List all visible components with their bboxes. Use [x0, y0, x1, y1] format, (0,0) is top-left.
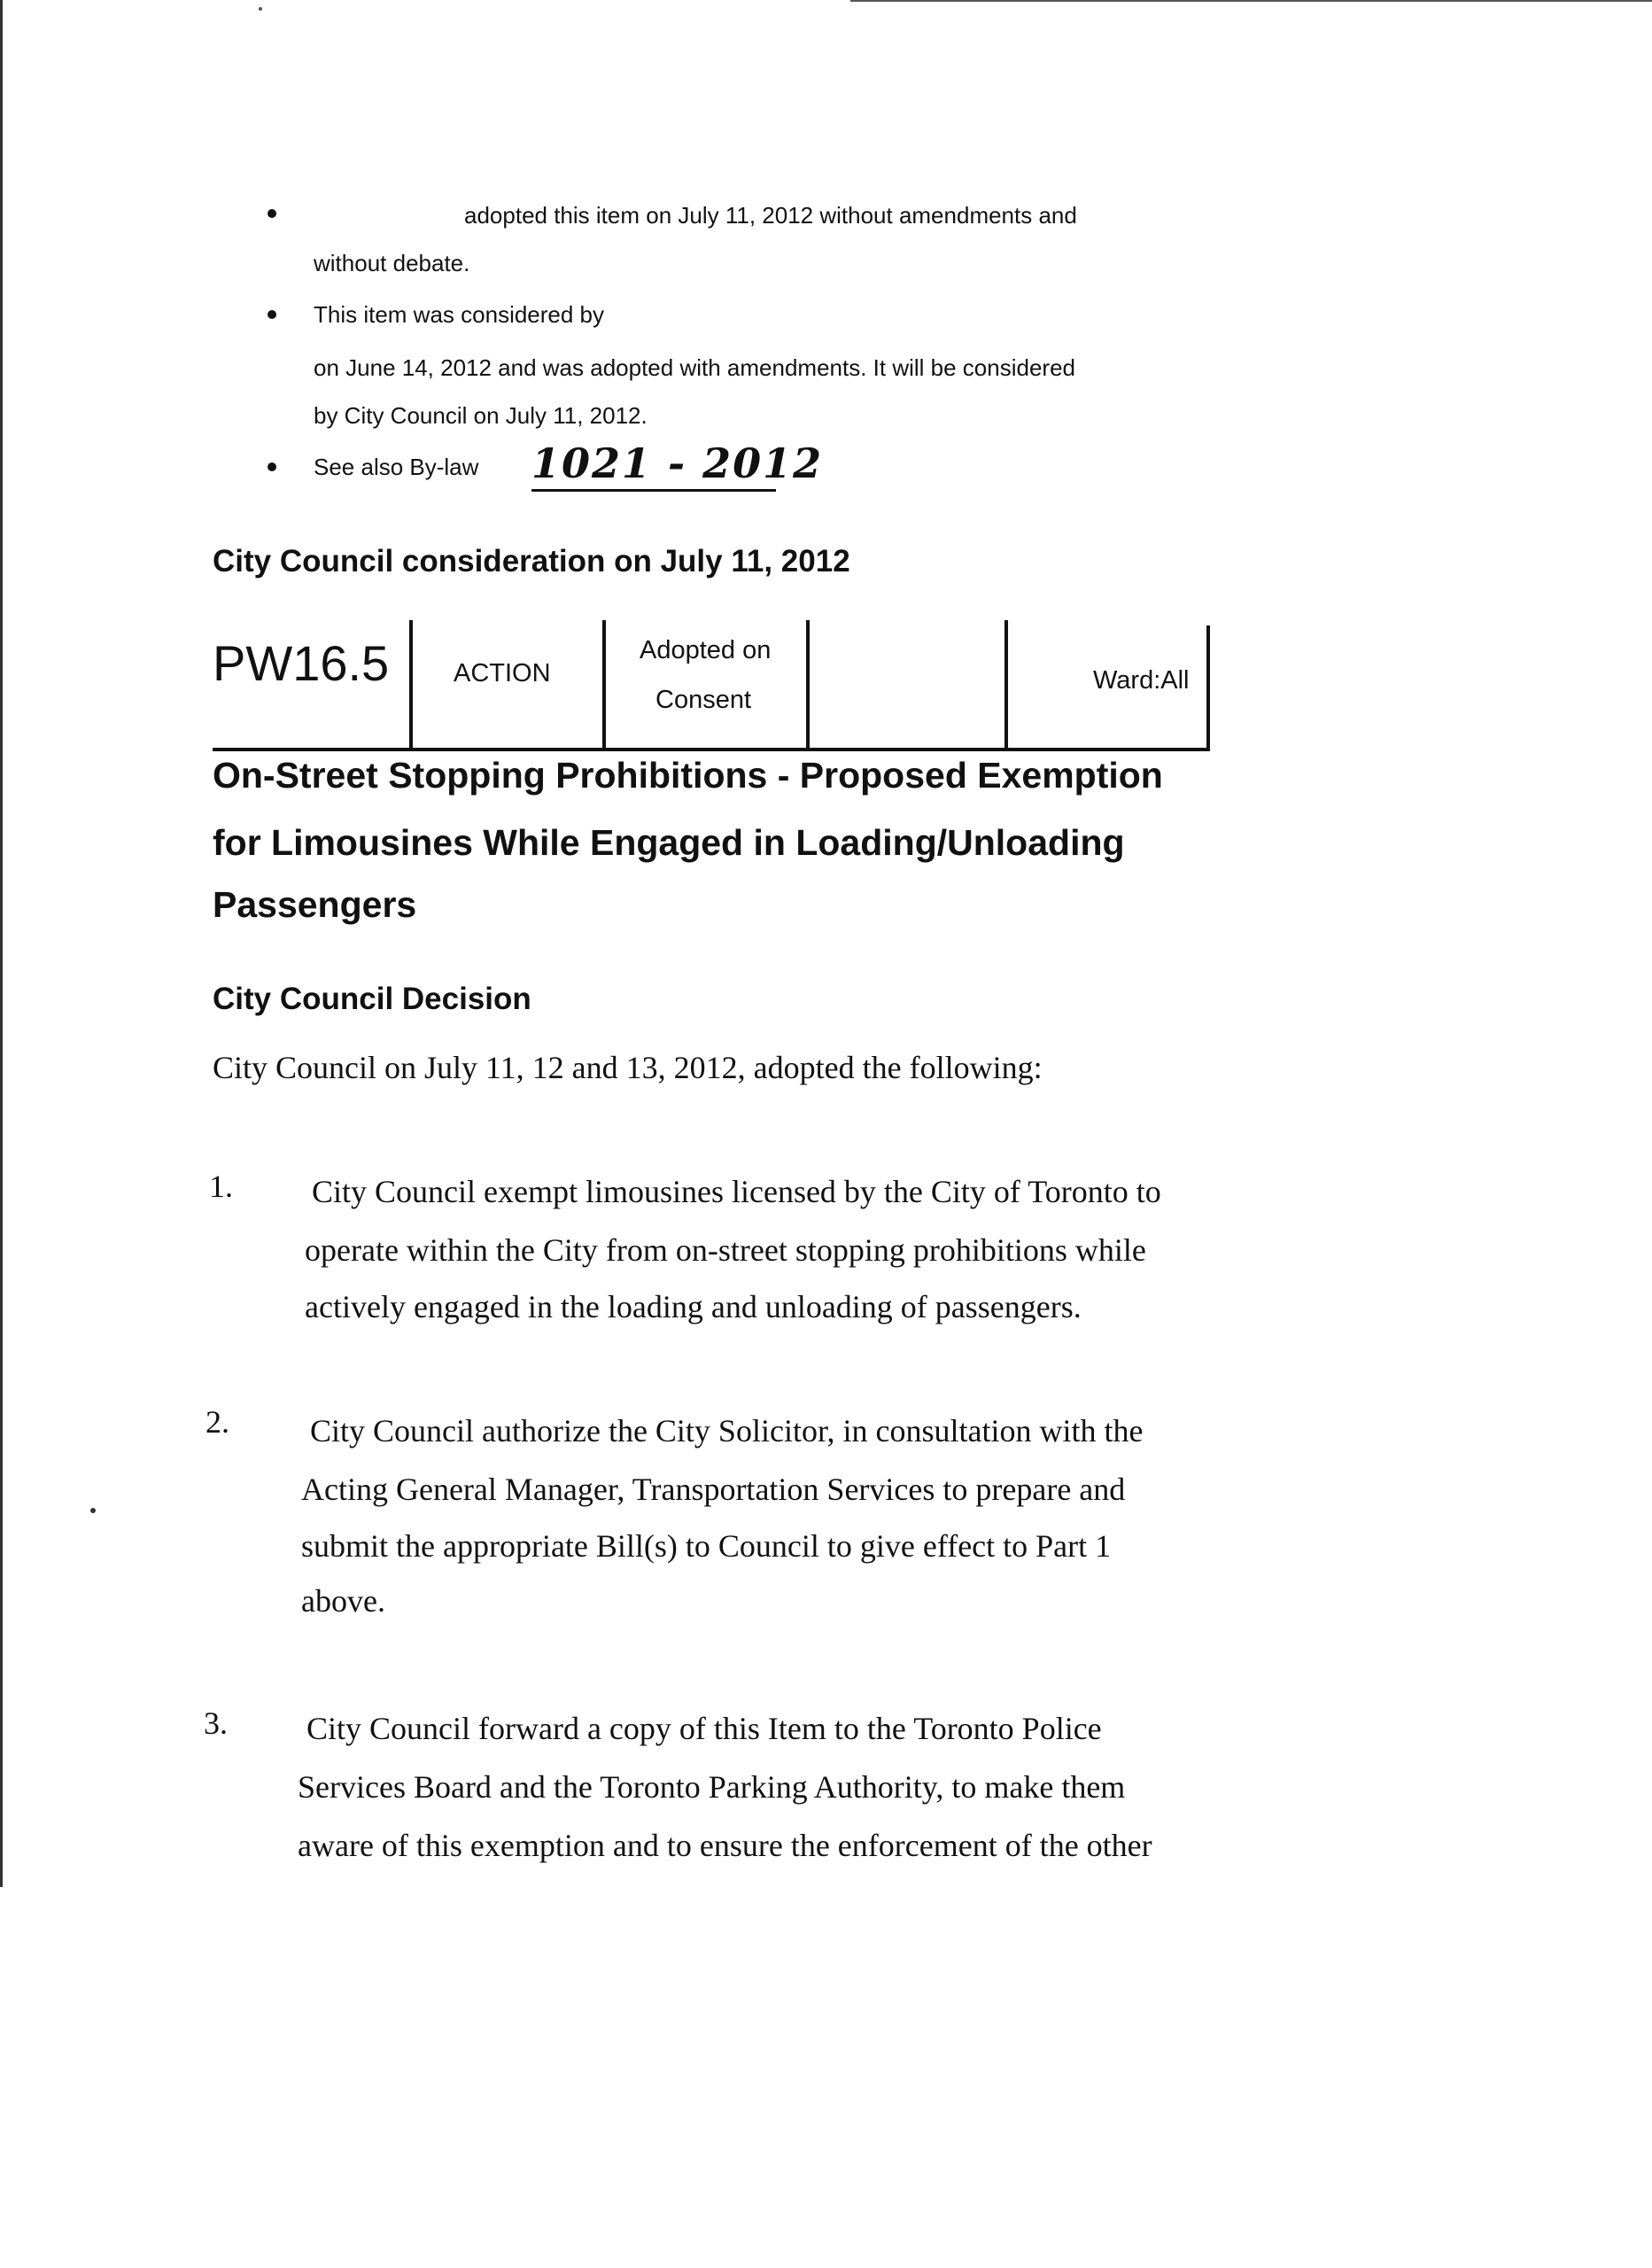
consideration-heading: City Council consideration on July 11, 2012: [213, 544, 850, 579]
item-title-line-3: Passengers: [213, 884, 417, 925]
decision-3-line: aware of this exemption and to ensure the enforcement of the other: [298, 1828, 1152, 1863]
scan-edge-left: [0, 0, 3, 1887]
scan-edge-top: [850, 0, 1652, 2]
bullet-2-line-2: on June 14, 2012 and was adopted with amendments. It will be considered: [314, 354, 1075, 381]
item-status-line-1: Adopted on: [640, 636, 772, 664]
table-bottom-rule: [213, 748, 1210, 751]
bullet-dot-2: [268, 310, 276, 319]
item-title-line-2: for Limousines While Engaged in Loading/Unloading: [213, 822, 1125, 863]
bylaw-underline: [531, 489, 776, 492]
bullet-1-line-2: without debate.: [314, 250, 470, 276]
item-id: PW16.5: [213, 635, 390, 691]
table-divider: [806, 620, 810, 751]
decision-number: 2.: [206, 1404, 229, 1440]
decision-number: 3.: [204, 1705, 228, 1741]
decision-number: 1.: [209, 1169, 233, 1204]
bullet-2-line-1: This item was considered by: [314, 301, 605, 328]
scan-mark: [90, 1508, 96, 1513]
scan-mark: [259, 7, 262, 11]
table-divider: [602, 620, 606, 751]
bullet-1-line-1: adopted this item on July 11, 2012 without amendments and: [464, 202, 1077, 229]
bylaw-handwritten-number: 1021 - 2012: [531, 439, 824, 487]
decision-2-line: City Council authorize the City Solicitor, in consultation with the: [310, 1413, 1144, 1449]
decision-heading: City Council Decision: [213, 982, 531, 1016]
item-status-line-2: Consent: [655, 686, 752, 714]
item-type: ACTION: [454, 659, 551, 687]
decision-3-line: Services Board and the Toronto Parking Authority, to make them: [298, 1769, 1126, 1805]
table-divider: [409, 620, 413, 751]
bullet-3-label: See also By-law: [314, 454, 479, 480]
table-divider: [1206, 625, 1210, 751]
table-divider: [1004, 620, 1008, 751]
decision-1-line: City Council exempt limousines licensed by the City of Toronto to: [312, 1174, 1161, 1209]
decision-3-line: City Council forward a copy of this Item to the Toronto Police: [306, 1711, 1102, 1746]
decision-1-line: operate within the City from on-street stopping prohibitions while: [305, 1232, 1146, 1268]
bullet-dot-3: [268, 462, 276, 471]
decision-intro: City Council on July 11, 12 and 13, 2012, adopted the following:: [213, 1050, 1043, 1085]
decision-2-line: Acting General Manager, Transportation Services to prepare and: [301, 1472, 1126, 1507]
bullet-dot-1: [268, 209, 276, 218]
decision-1-line: actively engaged in the loading and unloading of passengers.: [305, 1289, 1082, 1324]
item-ward: Ward:All: [1093, 666, 1190, 695]
item-title-line-1: On-Street Stopping Prohibitions - Proposed Exemption: [213, 755, 1163, 796]
decision-2-line: submit the appropriate Bill(s) to Council to give effect to Part 1: [301, 1528, 1112, 1564]
decision-2-line: above.: [301, 1583, 385, 1619]
bullet-2-line-3: by City Council on July 11, 2012.: [314, 402, 648, 429]
